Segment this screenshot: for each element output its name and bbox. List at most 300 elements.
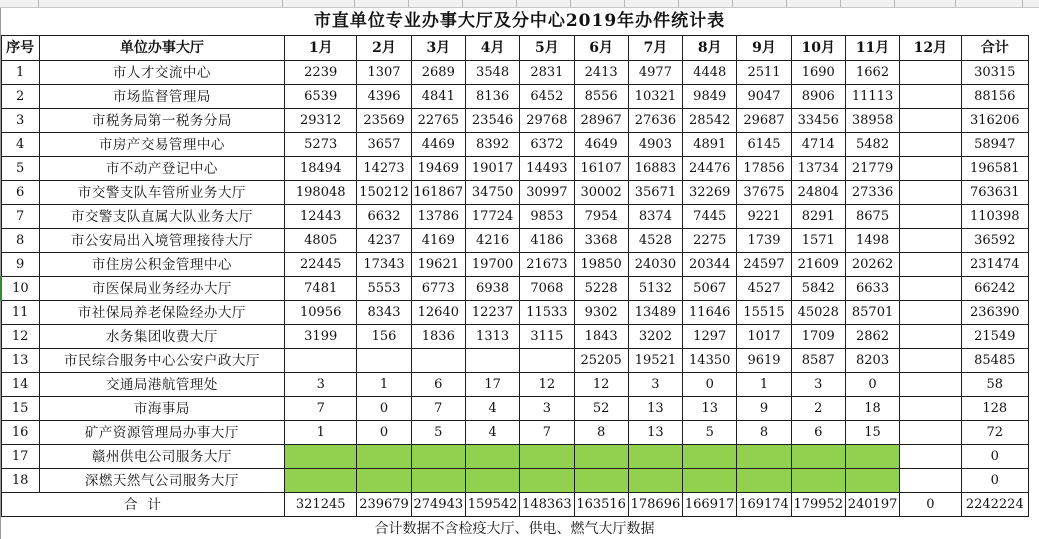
month-value-cell[interactable]: 7068 [520,277,574,301]
month-value-cell[interactable]: 6773 [411,277,465,301]
month-value-cell[interactable]: 19469 [411,157,465,181]
month-value-cell[interactable]: 30002 [574,181,628,205]
month-value-cell[interactable]: 17724 [465,205,519,229]
month-value-cell[interactable]: 6452 [520,85,574,109]
month-value-cell[interactable]: 4903 [628,133,682,157]
month-value-cell[interactable]: 23569 [357,109,411,133]
month-value-cell[interactable]: 4 [465,421,519,445]
row-total-cell[interactable]: 58 [961,373,1028,397]
month-value-cell[interactable]: 9849 [683,85,737,109]
month-value-cell[interactable]: 4 [465,397,519,421]
month-value-cell[interactable]: 3 [628,373,682,397]
month-value-cell[interactable]: 2831 [520,61,574,85]
header-cell[interactable]: 6月 [574,36,628,61]
month-value-cell[interactable]: 2413 [574,61,628,85]
row-total-cell[interactable]: 85485 [961,349,1028,373]
row-number-cell[interactable]: 14 [1,373,39,397]
month-value-cell[interactable]: 198048 [285,181,357,205]
month-value-cell[interactable]: 8374 [628,205,682,229]
month-value-cell[interactable]: 2689 [411,61,465,85]
month-value-cell[interactable]: 17343 [357,253,411,277]
month-value-cell[interactable]: 5067 [683,277,737,301]
month-value-cell[interactable]: 161867 [411,181,465,205]
month-value-cell[interactable]: 27336 [845,181,899,205]
sum-month-cell[interactable]: 163516 [574,493,628,517]
month-value-cell[interactable]: 8343 [357,301,411,325]
month-value-cell[interactable]: 14493 [520,157,574,181]
month-value-cell[interactable]: 8 [574,421,628,445]
row-total-cell[interactable]: 30315 [961,61,1028,85]
month-value-cell[interactable]: 20262 [845,253,899,277]
month-value-cell[interactable]: 22765 [411,109,465,133]
month-value-cell[interactable]: 8906 [791,85,845,109]
month-value-cell[interactable]: 13489 [628,301,682,325]
month-value-cell[interactable] [900,157,961,181]
month-value-cell[interactable]: 13786 [411,205,465,229]
month-value-cell[interactable] [574,445,628,469]
header-cell[interactable]: 1月 [285,36,357,61]
month-value-cell[interactable]: 1307 [357,61,411,85]
sum-month-cell[interactable]: 239679 [357,493,411,517]
month-value-cell[interactable] [900,397,961,421]
month-value-cell[interactable]: 6 [411,373,465,397]
month-value-cell[interactable]: 21609 [791,253,845,277]
month-value-cell[interactable] [791,469,845,493]
month-value-cell[interactable]: 1739 [737,229,791,253]
hall-name-cell[interactable]: 市不动产登记中心 [39,157,284,181]
row-total-cell[interactable]: 231474 [961,253,1028,277]
month-value-cell[interactable]: 12 [520,373,574,397]
month-value-cell[interactable]: 11113 [845,85,899,109]
month-value-cell[interactable]: 29768 [520,109,574,133]
sum-month-cell[interactable]: 166917 [683,493,737,517]
month-value-cell[interactable]: 2511 [737,61,791,85]
month-value-cell[interactable]: 8203 [845,349,899,373]
month-value-cell[interactable]: 4469 [411,133,465,157]
month-value-cell[interactable] [520,349,574,373]
month-value-cell[interactable] [900,325,961,349]
month-value-cell[interactable]: 9 [737,397,791,421]
month-value-cell[interactable]: 8136 [465,85,519,109]
month-value-cell[interactable]: 9619 [737,349,791,373]
month-value-cell[interactable]: 8675 [845,205,899,229]
month-value-cell[interactable] [411,349,465,373]
month-value-cell[interactable]: 4169 [411,229,465,253]
month-value-cell[interactable] [900,205,961,229]
month-value-cell[interactable] [520,445,574,469]
month-value-cell[interactable] [900,277,961,301]
month-value-cell[interactable] [900,301,961,325]
month-value-cell[interactable]: 1498 [845,229,899,253]
hall-name-cell[interactable]: 交通局港航管理处 [39,373,284,397]
month-value-cell[interactable]: 17 [465,373,519,397]
hall-name-cell[interactable]: 赣州供电公司服务大厅 [39,445,284,469]
sum-month-cell[interactable]: 178696 [628,493,682,517]
month-value-cell[interactable]: 10956 [285,301,357,325]
month-value-cell[interactable]: 13 [628,421,682,445]
month-value-cell[interactable]: 3199 [285,325,357,349]
row-number-cell[interactable]: 2 [1,85,39,109]
sum-month-cell[interactable]: 240197 [845,493,899,517]
header-cell[interactable]: 合计 [961,36,1028,61]
month-value-cell[interactable]: 21673 [520,253,574,277]
month-value-cell[interactable] [900,85,961,109]
row-total-cell[interactable]: 196581 [961,157,1028,181]
row-number-cell[interactable]: 10 [1,277,39,301]
row-number-cell[interactable]: 16 [1,421,39,445]
month-value-cell[interactable] [900,109,961,133]
month-value-cell[interactable]: 6632 [357,205,411,229]
month-value-cell[interactable]: 4891 [683,133,737,157]
month-value-cell[interactable]: 1 [357,373,411,397]
header-cell[interactable]: 4月 [465,36,519,61]
month-value-cell[interactable]: 1571 [791,229,845,253]
table-row [1,445,1029,469]
month-value-cell[interactable]: 11646 [683,301,737,325]
month-value-cell[interactable]: 4216 [465,229,519,253]
hall-name-cell[interactable]: 市房产交易管理中心 [39,133,284,157]
month-value-cell[interactable]: 4805 [285,229,357,253]
month-value-cell[interactable]: 5 [683,421,737,445]
month-value-cell[interactable]: 14273 [357,157,411,181]
month-value-cell[interactable]: 3548 [465,61,519,85]
hall-name-cell[interactable]: 市住房公积金管理中心 [39,253,284,277]
month-value-cell[interactable]: 8392 [465,133,519,157]
row-total-cell[interactable]: 316206 [961,109,1028,133]
month-value-cell[interactable]: 2862 [845,325,899,349]
month-value-cell[interactable]: 13734 [791,157,845,181]
month-value-cell[interactable]: 27636 [628,109,682,133]
month-value-cell[interactable]: 12 [574,373,628,397]
month-value-cell[interactable]: 7481 [285,277,357,301]
month-value-cell[interactable]: 9302 [574,301,628,325]
row-total-cell[interactable]: 128 [961,397,1028,421]
month-value-cell[interactable]: 15 [845,421,899,445]
month-value-cell[interactable]: 6 [791,421,845,445]
month-value-cell[interactable]: 35671 [628,181,682,205]
month-value-cell[interactable] [628,445,682,469]
sum-label-cell[interactable]: 合 计 [1,493,285,517]
month-value-cell[interactable]: 18494 [285,157,357,181]
month-value-cell[interactable]: 13 [683,397,737,421]
row-number-cell[interactable]: 18 [1,469,39,493]
month-value-cell[interactable]: 21779 [845,157,899,181]
month-value-cell[interactable]: 2275 [683,229,737,253]
month-value-cell[interactable]: 4448 [683,61,737,85]
month-value-cell[interactable]: 23546 [465,109,519,133]
row-number-cell[interactable]: 12 [1,325,39,349]
month-value-cell[interactable] [683,469,737,493]
month-value-cell[interactable]: 19521 [628,349,682,373]
month-value-cell[interactable]: 7 [520,421,574,445]
month-value-cell[interactable]: 4527 [737,277,791,301]
month-value-cell[interactable]: 6372 [520,133,574,157]
month-value-cell[interactable]: 7954 [574,205,628,229]
month-value-cell[interactable]: 19621 [411,253,465,277]
month-value-cell[interactable] [357,349,411,373]
month-value-cell[interactable]: 7 [285,397,357,421]
hall-name-cell[interactable]: 市交警支队直属大队业务大厅 [39,205,284,229]
month-value-cell[interactable]: 13 [628,397,682,421]
month-value-cell[interactable]: 8 [737,421,791,445]
month-value-cell[interactable]: 5 [411,421,465,445]
month-value-cell[interactable] [285,469,357,493]
month-value-cell[interactable]: 5132 [628,277,682,301]
month-value-cell[interactable]: 3115 [520,325,574,349]
month-value-cell[interactable] [683,445,737,469]
month-value-cell[interactable]: 24804 [791,181,845,205]
month-value-cell[interactable] [900,181,961,205]
row-total-cell[interactable]: 58947 [961,133,1028,157]
sum-month-cell[interactable]: 321245 [285,493,357,517]
row-number-cell[interactable]: 5 [1,157,39,181]
month-value-cell[interactable]: 6145 [737,133,791,157]
month-value-cell[interactable]: 4841 [411,85,465,109]
row-total-cell[interactable]: 0 [961,445,1028,469]
row-total-cell[interactable]: 88156 [961,85,1028,109]
month-value-cell[interactable]: 3657 [357,133,411,157]
hall-name-cell[interactable]: 市医保局业务经办大厅 [39,277,284,301]
hall-name-cell[interactable]: 市社保局养老保险经办大厅 [39,301,284,325]
row-number-cell[interactable]: 1 [1,61,39,85]
month-value-cell[interactable] [411,445,465,469]
row-number-cell[interactable]: 15 [1,397,39,421]
month-value-cell[interactable] [285,445,357,469]
month-value-cell[interactable]: 1662 [845,61,899,85]
month-value-cell[interactable]: 1017 [737,325,791,349]
row-total-cell[interactable]: 236390 [961,301,1028,325]
month-value-cell[interactable]: 0 [845,373,899,397]
month-value-cell[interactable]: 24597 [737,253,791,277]
month-value-cell[interactable] [357,469,411,493]
hall-name-cell[interactable]: 市民综合服务中心公安户政大厅 [39,349,284,373]
header-cell[interactable]: 单位办事大厅 [39,36,284,61]
month-value-cell[interactable]: 8587 [791,349,845,373]
row-total-cell[interactable]: 21549 [961,325,1028,349]
month-value-cell[interactable]: 4528 [628,229,682,253]
month-value-cell[interactable]: 33456 [791,109,845,133]
month-value-cell[interactable]: 29312 [285,109,357,133]
month-value-cell[interactable] [900,349,961,373]
month-value-cell[interactable]: 8556 [574,85,628,109]
month-value-cell[interactable]: 0 [357,421,411,445]
month-value-cell[interactable]: 24476 [683,157,737,181]
row-number-cell[interactable]: 4 [1,133,39,157]
month-value-cell[interactable]: 7445 [683,205,737,229]
month-value-cell[interactable] [900,421,961,445]
month-value-cell[interactable] [737,445,791,469]
hall-name-cell[interactable]: 水务集团收费大厅 [39,325,284,349]
month-value-cell[interactable] [411,469,465,493]
month-value-cell[interactable] [845,469,899,493]
month-value-cell[interactable]: 1297 [683,325,737,349]
sum-month-cell[interactable]: 179952 [791,493,845,517]
month-value-cell[interactable]: 19700 [465,253,519,277]
row-number-cell[interactable]: 7 [1,205,39,229]
month-value-cell[interactable] [465,349,519,373]
month-value-cell[interactable]: 10321 [628,85,682,109]
hall-name-cell[interactable]: 市交警支队车管所业务大厅 [39,181,284,205]
month-value-cell[interactable]: 1836 [411,325,465,349]
month-value-cell[interactable] [520,469,574,493]
header-cell[interactable]: 序号 [1,36,39,61]
header-cell[interactable]: 12月 [900,36,961,61]
month-value-cell[interactable]: 1709 [791,325,845,349]
month-value-cell[interactable] [737,469,791,493]
month-value-cell[interactable]: 20344 [683,253,737,277]
month-value-cell[interactable] [574,469,628,493]
hall-name-cell[interactable]: 市场监督管理局 [39,85,284,109]
month-value-cell[interactable]: 22445 [285,253,357,277]
month-value-cell[interactable]: 2239 [285,61,357,85]
month-value-cell[interactable]: 0 [683,373,737,397]
row-number-cell[interactable]: 8 [1,229,39,253]
month-value-cell[interactable]: 37675 [737,181,791,205]
grand-total-cell[interactable]: 2242224 [961,493,1028,517]
month-value-cell[interactable]: 12640 [411,301,465,325]
month-value-cell[interactable]: 5553 [357,277,411,301]
sum-month-cell[interactable]: 0 [900,493,961,517]
month-value-cell[interactable] [900,229,961,253]
sum-month-cell[interactable]: 148363 [520,493,574,517]
month-value-cell[interactable]: 7 [411,397,465,421]
hall-name-cell[interactable]: 矿产资源管理局办事大厅 [39,421,284,445]
month-value-cell[interactable]: 19017 [465,157,519,181]
month-value-cell[interactable]: 85701 [845,301,899,325]
month-value-cell[interactable]: 30997 [520,181,574,205]
hall-name-cell[interactable]: 市人才交流中心 [39,61,284,85]
month-value-cell[interactable]: 2 [791,397,845,421]
month-value-cell[interactable]: 6938 [465,277,519,301]
sum-month-cell[interactable]: 169174 [737,493,791,517]
month-value-cell[interactable]: 14350 [683,349,737,373]
month-value-cell[interactable]: 1 [285,421,357,445]
month-value-cell[interactable] [357,445,411,469]
month-value-cell[interactable]: 28542 [683,109,737,133]
header-cell[interactable]: 8月 [683,36,737,61]
header-cell[interactable]: 7月 [628,36,682,61]
month-value-cell[interactable]: 32269 [683,181,737,205]
month-value-cell[interactable]: 3 [285,373,357,397]
month-value-cell[interactable]: 4186 [520,229,574,253]
header-cell[interactable]: 10月 [791,36,845,61]
month-value-cell[interactable]: 4649 [574,133,628,157]
month-value-cell[interactable]: 52 [574,397,628,421]
month-value-cell[interactable]: 9221 [737,205,791,229]
row-number-cell[interactable]: 9 [1,253,39,277]
month-value-cell[interactable]: 38958 [845,109,899,133]
month-value-cell[interactable]: 0 [357,397,411,421]
sum-month-cell[interactable]: 159542 [465,493,519,517]
month-value-cell[interactable] [900,469,961,493]
month-value-cell[interactable]: 8291 [791,205,845,229]
month-value-cell[interactable] [465,469,519,493]
month-value-cell[interactable]: 3 [520,397,574,421]
month-value-cell[interactable]: 1 [737,373,791,397]
month-value-cell[interactable]: 12443 [285,205,357,229]
hall-name-cell[interactable]: 市税务局第一税务分局 [39,109,284,133]
month-value-cell[interactable]: 6633 [845,277,899,301]
month-value-cell[interactable] [900,445,961,469]
header-cell[interactable]: 5月 [520,36,574,61]
row-number-cell[interactable]: 3 [1,109,39,133]
header-cell[interactable]: 9月 [737,36,791,61]
row-total-cell[interactable]: 66242 [961,277,1028,301]
month-value-cell[interactable]: 3 [791,373,845,397]
hall-name-cell[interactable]: 市海事局 [39,397,284,421]
month-value-cell[interactable] [900,373,961,397]
row-total-cell[interactable]: 763631 [961,181,1028,205]
row-number-cell[interactable]: 6 [1,181,39,205]
month-value-cell[interactable]: 28967 [574,109,628,133]
month-value-cell[interactable] [900,61,961,85]
month-value-cell[interactable]: 156 [357,325,411,349]
month-value-cell[interactable]: 4396 [357,85,411,109]
month-value-cell[interactable] [791,445,845,469]
month-value-cell[interactable]: 1690 [791,61,845,85]
month-value-cell[interactable] [845,445,899,469]
month-value-cell[interactable]: 19850 [574,253,628,277]
header-cell[interactable]: 2月 [357,36,411,61]
month-value-cell[interactable]: 6539 [285,85,357,109]
month-value-cell[interactable]: 15515 [737,301,791,325]
row-number-cell[interactable]: 13 [1,349,39,373]
row-number-cell[interactable]: 11 [1,301,39,325]
month-value-cell[interactable]: 1843 [574,325,628,349]
header-cell[interactable]: 11月 [845,36,899,61]
month-value-cell[interactable] [465,445,519,469]
month-value-cell[interactable]: 29687 [737,109,791,133]
month-value-cell[interactable]: 45028 [791,301,845,325]
month-value-cell[interactable]: 18 [845,397,899,421]
month-value-cell[interactable]: 5482 [845,133,899,157]
month-value-cell[interactable]: 12237 [465,301,519,325]
month-value-cell[interactable]: 25205 [574,349,628,373]
month-value-cell[interactable]: 17856 [737,157,791,181]
hall-name-cell[interactable]: 深燃天然气公司服务大厅 [39,469,284,493]
row-total-cell[interactable]: 110398 [961,205,1028,229]
month-value-cell[interactable]: 3368 [574,229,628,253]
month-value-cell[interactable]: 16107 [574,157,628,181]
month-value-cell[interactable] [285,349,357,373]
month-value-cell[interactable]: 5228 [574,277,628,301]
month-value-cell[interactable]: 4977 [628,61,682,85]
month-value-cell[interactable]: 4714 [791,133,845,157]
row-number-cell[interactable]: 17 [1,445,39,469]
month-value-cell[interactable]: 9853 [520,205,574,229]
hall-name-cell[interactable]: 市公安局出入境管理接待大厅 [39,229,284,253]
month-value-cell[interactable]: 11533 [520,301,574,325]
row-total-cell[interactable]: 36592 [961,229,1028,253]
month-value-cell[interactable]: 24030 [628,253,682,277]
month-value-cell[interactable] [900,133,961,157]
month-value-cell[interactable]: 5273 [285,133,357,157]
month-value-cell[interactable] [900,253,961,277]
sum-month-cell[interactable]: 274943 [411,493,465,517]
month-value-cell[interactable]: 150212 [357,181,411,205]
row-total-cell[interactable]: 72 [961,421,1028,445]
month-value-cell[interactable]: 16883 [628,157,682,181]
month-value-cell[interactable]: 9047 [737,85,791,109]
month-value-cell[interactable]: 5842 [791,277,845,301]
month-value-cell[interactable]: 4237 [357,229,411,253]
month-value-cell[interactable]: 1313 [465,325,519,349]
month-value-cell[interactable]: 3202 [628,325,682,349]
month-value-cell[interactable] [628,469,682,493]
header-cell[interactable]: 3月 [411,36,465,61]
month-value-cell[interactable]: 34750 [465,181,519,205]
row-total-cell[interactable]: 0 [961,469,1028,493]
